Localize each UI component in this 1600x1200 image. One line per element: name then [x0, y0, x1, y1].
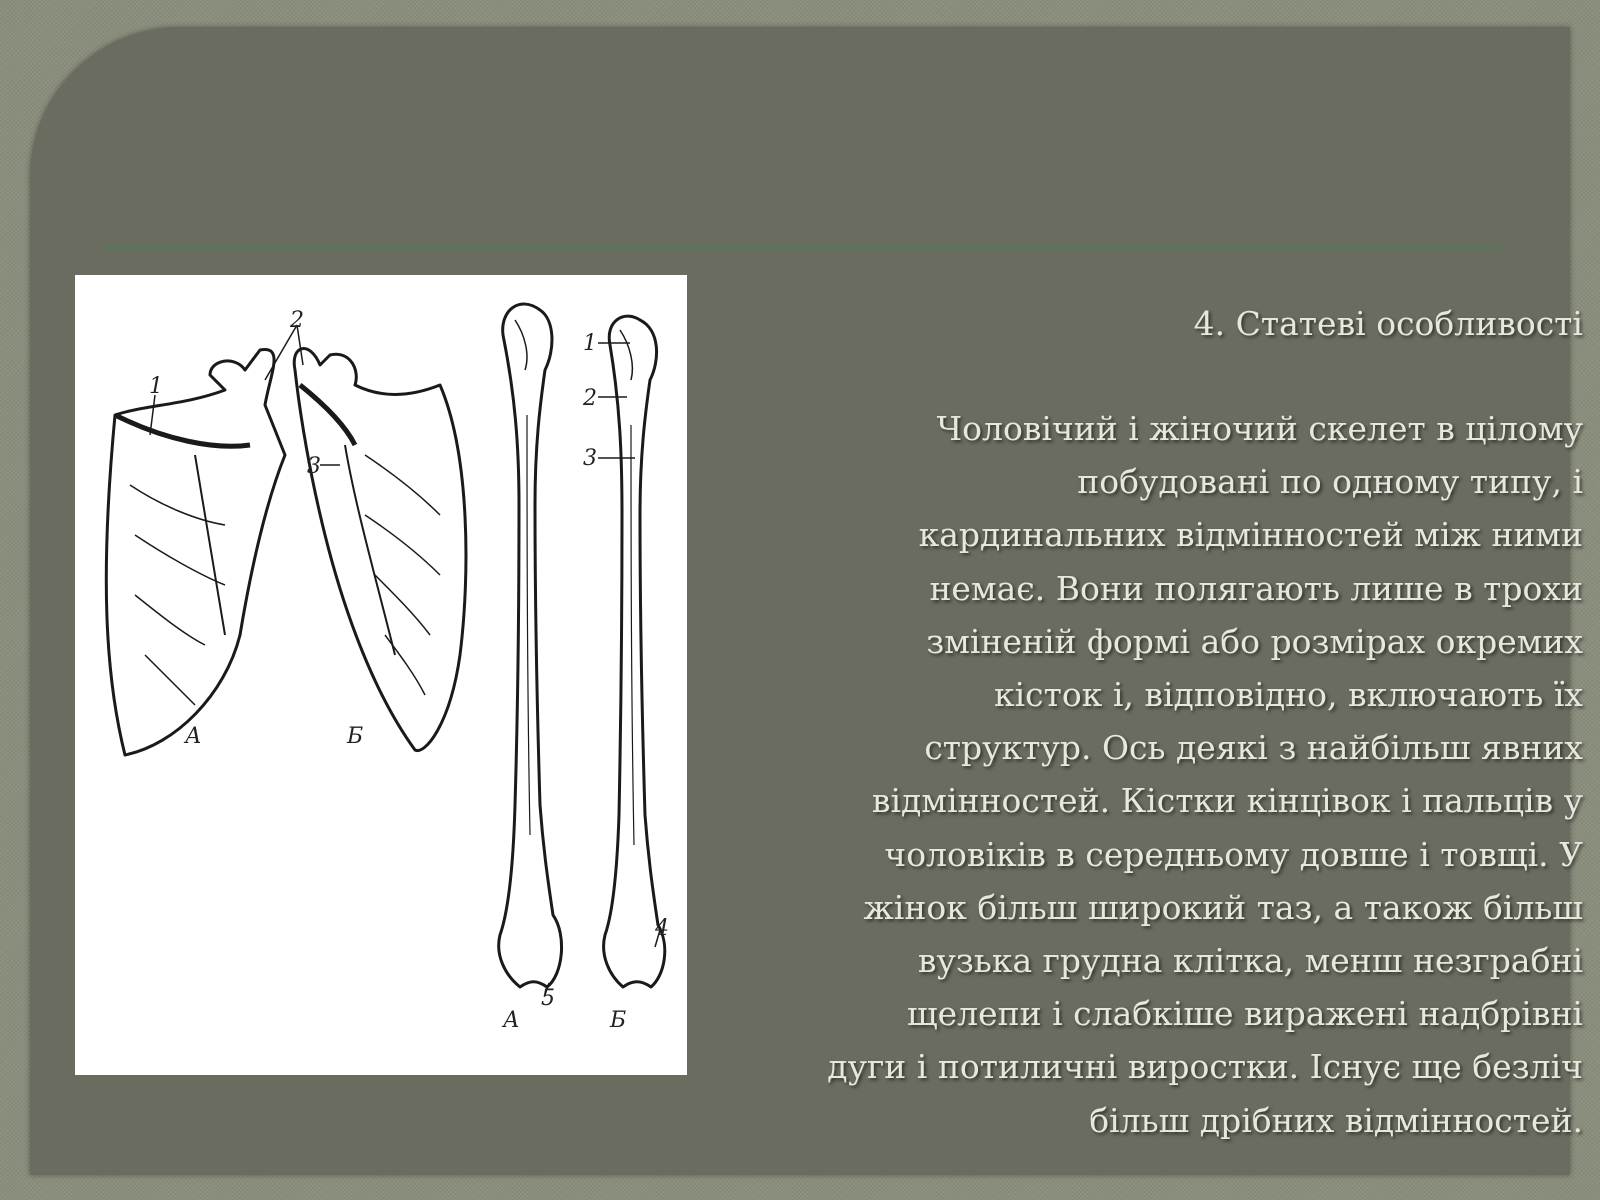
bones-illustration — [75, 275, 687, 1075]
humerus-label-3: 3 — [583, 446, 597, 471]
body-line: немає. Вони полягають лише в трохи — [929, 568, 1583, 608]
body-line: побудовані по одному типу, і — [1077, 462, 1583, 502]
body-line: структур. Ось деякі з найбільш явних — [924, 728, 1583, 768]
scapula-label-1: 1 — [149, 374, 163, 399]
slide-text-block — [690, 298, 1583, 1147]
label-leader-lines — [150, 325, 660, 995]
scapula-label-3: 3 — [307, 454, 321, 479]
body-line: чоловіків в середньому довше і товщі. У — [884, 834, 1583, 874]
title-divider — [102, 247, 1502, 249]
humerus-label-1: 1 — [583, 331, 597, 356]
scapula-b-drawing — [294, 349, 466, 751]
humerus-b-drawing — [604, 316, 665, 987]
humerus-a-drawing — [499, 304, 562, 987]
humerus-label-5: 5 — [541, 986, 555, 1011]
body-line: щелепи і слабкіше виражені надбрівні — [906, 994, 1583, 1034]
scapula-label-a: А — [185, 724, 202, 749]
section-heading: 4. Статеві особливості — [1193, 304, 1583, 343]
body-line: дуги і потиличні виростки. Існує ще безліч — [827, 1047, 1583, 1087]
body-line: зміненій формі або розмірах окремих — [926, 621, 1583, 661]
body-line: кардинальних відмінностей між ними — [918, 515, 1583, 555]
body-line: Чоловічий і жіночий скелет в цілому — [936, 409, 1583, 448]
body-line: жінок більш широкий таз, а також більш — [863, 887, 1583, 927]
humerus-label-b: Б — [610, 1008, 627, 1033]
scapula-a-drawing — [106, 349, 285, 755]
scapula-label-b: Б — [347, 724, 364, 749]
humerus-label-2: 2 — [583, 386, 597, 411]
body-paragraph — [690, 402, 1583, 1147]
humerus-label-4: 4 — [655, 916, 669, 941]
bones-drawing — [75, 275, 687, 1075]
humerus-label-a: А — [503, 1008, 520, 1033]
body-line: кісток і, відповідно, включають їх — [993, 675, 1583, 715]
body-line: вузька грудна клітка, менш незграбні — [917, 941, 1583, 981]
body-line: більш дрібних відмінностей. — [1089, 1100, 1583, 1140]
scapula-label-2: 2 — [290, 308, 304, 333]
body-line: відмінностей. Кістки кінцівок і пальців у — [871, 781, 1583, 821]
